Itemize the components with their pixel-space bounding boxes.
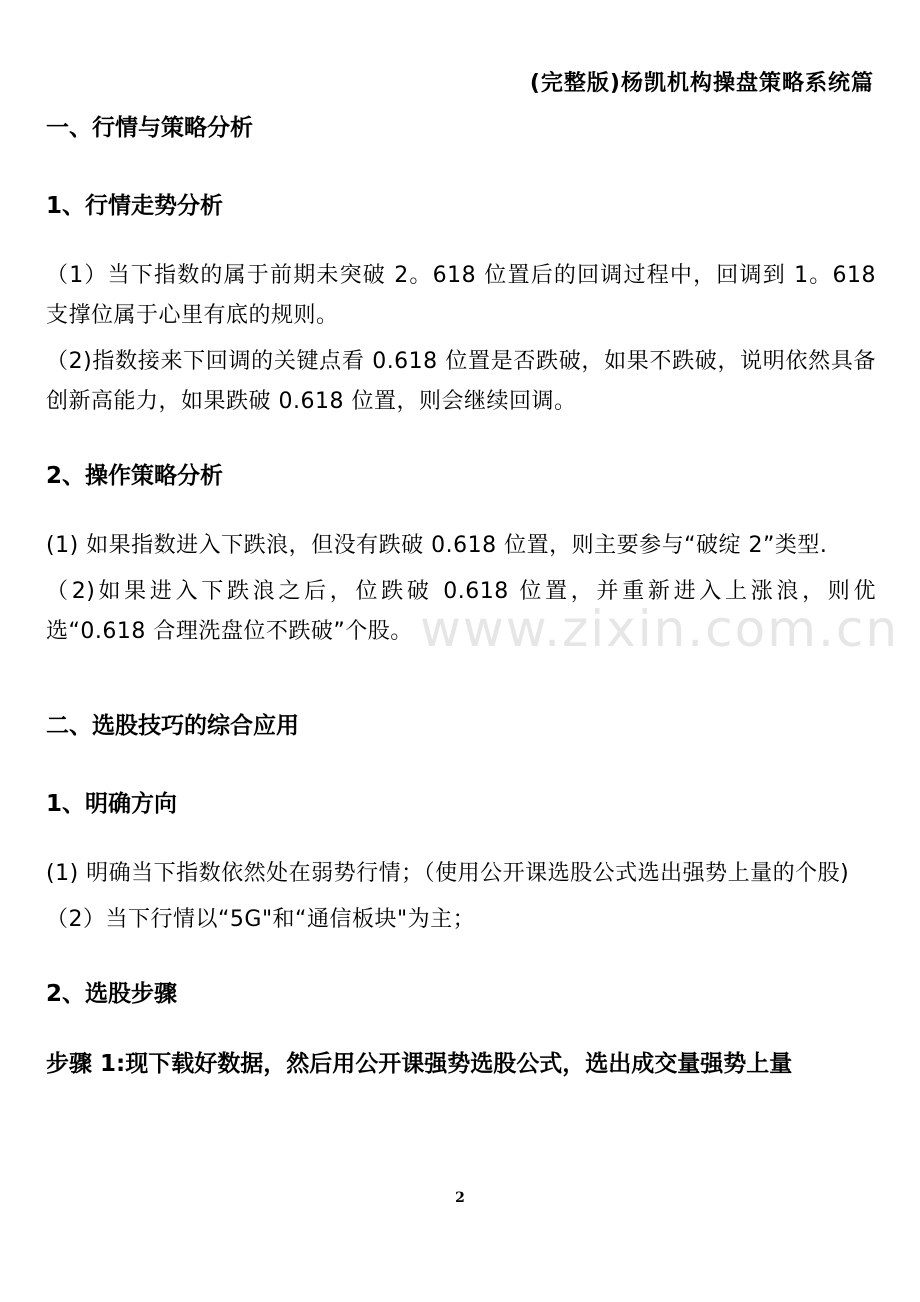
subsection-heading: 2、选股步骤 (46, 981, 178, 1007)
document-body (46, 110, 876, 1082)
watermark: www.zixin.com.cn (420, 600, 900, 658)
paragraph: (1) 明确当下指数依然处在弱势行情；（使用公开课选股公式选出强势上量的个股) (46, 861, 850, 886)
subsection-heading: 1、明确方向 (46, 791, 178, 817)
subsection-heading: 2、操作策略分析 (46, 463, 224, 489)
step-line: 步骤 1:现下载好数据，然后用公开课强势选股公式，选出成交量强势上量 (46, 1051, 793, 1077)
paragraph: （1）当下指数的属于前期未突破 2。618 位置后的回调过程中，回调到 1。618 支撑位属于心里有底的规则。 (46, 263, 876, 328)
paragraph: （2）当下行情以“5G"和“通信板块"为主； (46, 907, 476, 932)
page-number: 2 (455, 1190, 465, 1206)
subsection-heading: 1、行情走势分析 (46, 193, 224, 219)
paragraph: (1) 如果指数进入下跌浪，但没有跌破 0.618 位置，则主要参与“破绽 2”类型. (46, 533, 828, 558)
page-header-title: (完整版)杨凯机构操盘策略系统篇 (529, 71, 874, 96)
paragraph: （2)指数接来下回调的关键点看 0.618 位置是否跌破，如果不跌破，说明依然具备创新高能力，如果跌破 0.618 位置，则会继续回调。 (46, 349, 876, 414)
paragraph: （2)如果进入下跌浪之后，位跌破 0.618 位置，并重新进入上涨浪，则优选“0.618 合理洗盘位不跌破”个股。 (46, 579, 876, 644)
section-heading: 一、行情与策略分析 (46, 115, 253, 141)
section-heading: 二、选股技巧的综合应用 (46, 713, 299, 739)
